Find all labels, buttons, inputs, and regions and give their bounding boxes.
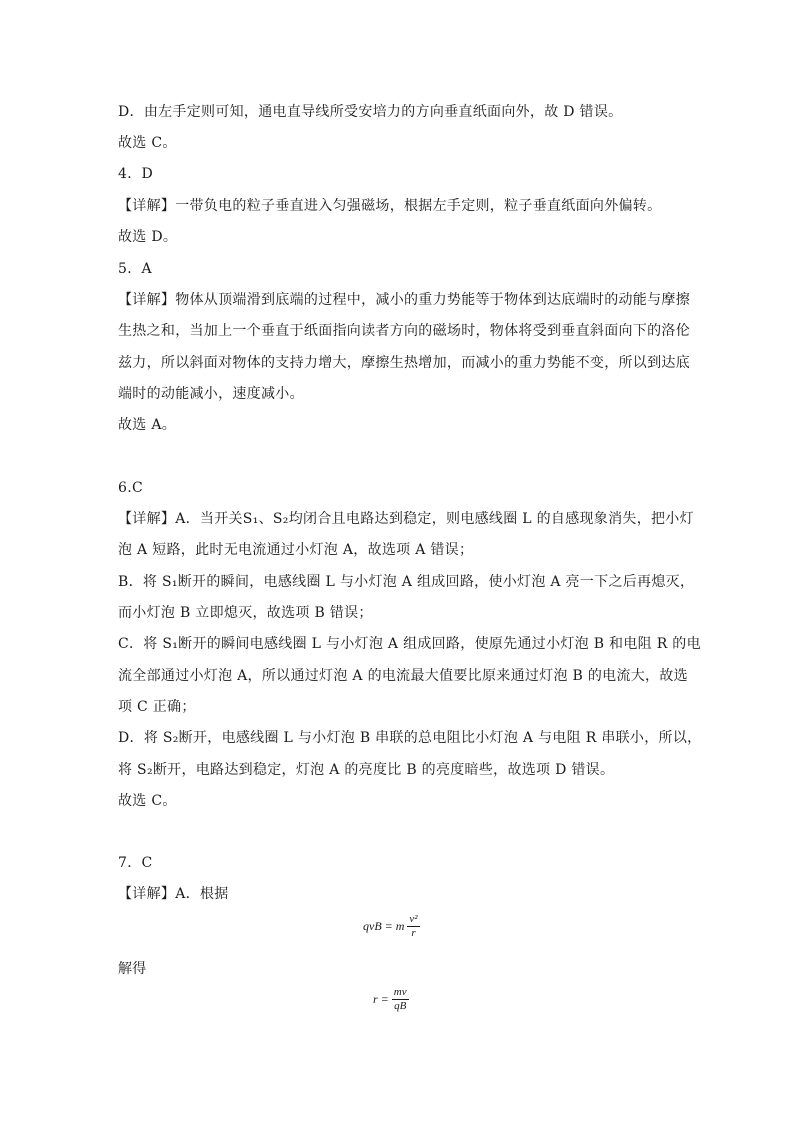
line-9: 兹力，所以斜面对物体的支持力增大，摩擦生热增加，而减小的重力势能不变，所以到达底 [118,355,690,371]
line-25: 解得 [118,961,147,977]
line-8: 生热之和，当加上一个垂直于纸面指向读者方向的磁场时，物体将受到垂直斜面向下的洛伦 [118,323,690,339]
line-19: 项 C 正确； [118,699,196,715]
formula-radius [373,986,409,1013]
formula-radius-denominator: qB [394,1000,407,1012]
line-22: 故选 C。 [118,793,177,809]
line-7: 【详解】物体从顶端滑到底端的过程中，减小的重力势能等于物体到达底端时的动能与摩擦 [118,292,690,308]
answer-7: 7．C [118,855,153,871]
line-2: 故选 C。 [118,135,177,151]
line-21: 将 S₂断开，电路达到稳定，灯泡 A 的亮度比 B 的亮度暗些，故选项 D 错误。 [118,762,615,778]
line-11: 故选 A。 [118,417,177,433]
formula-lorentz-fraction [407,913,419,940]
line-24: 【详解】A．根据 [118,886,229,902]
answer-6: 6.C [118,480,143,496]
answer-5: 5．A [118,261,152,277]
line-14: 泡 A 短路，此时无电流通过小灯泡 A，故选项 A 错误； [118,542,474,558]
formula-lorentz-lhs: qvB = m [363,919,405,933]
formula-lorentz-denominator: r [411,927,416,939]
formula-radius-fraction [392,986,409,1013]
line-15: B．将 S₁断开的瞬间，电感线圈 L 与小灯泡 A 组成回路，使小灯泡 A 亮一下之后再熄灭， [118,574,695,590]
line-18: 流全部通过小灯泡 A，所以通过灯泡 A 的电流最大值要比原来通过灯泡 B 的电流大，故选 [118,668,688,684]
formula-radius-lhs: r = [373,992,389,1006]
line-1: D．由左手定则可知，通电直导线所受安培力的方向垂直纸面向外，故 D 错误。 [118,104,623,120]
formula-lorentz-numerator: v² [409,913,418,925]
line-20: D．将 S₂断开，电感线圈 L 与小灯泡 B 串联的总电阻比小灯泡 A 与电阻 R 串联小，所以， [118,730,702,746]
line-13: 【详解】A．当开关S₁、S₂均闭合且电路达到稳定，则电感线圈 L 的自感现象消失，把小灯 [118,511,694,527]
formula-radius-numerator: mv [393,986,407,998]
answer-4: 4．D [118,166,154,182]
line-5: 故选 D。 [118,229,178,245]
line-17: C．将 S₁断开的瞬间电感线圈 L 与小灯泡 A 组成回路，使原先通过小灯泡 B 和电阻 R 的电 [118,636,701,652]
line-16: 而小灯泡 B 立即熄灭，故选项 B 错误； [118,605,373,621]
line-10: 端时的动能减小，速度减小。 [118,386,304,402]
line-4: 【详解】一带负电的粒子垂直进入匀强磁场，根据左手定则，粒子垂直纸面向外偏转。 [118,198,662,214]
formula-lorentz [363,913,420,940]
